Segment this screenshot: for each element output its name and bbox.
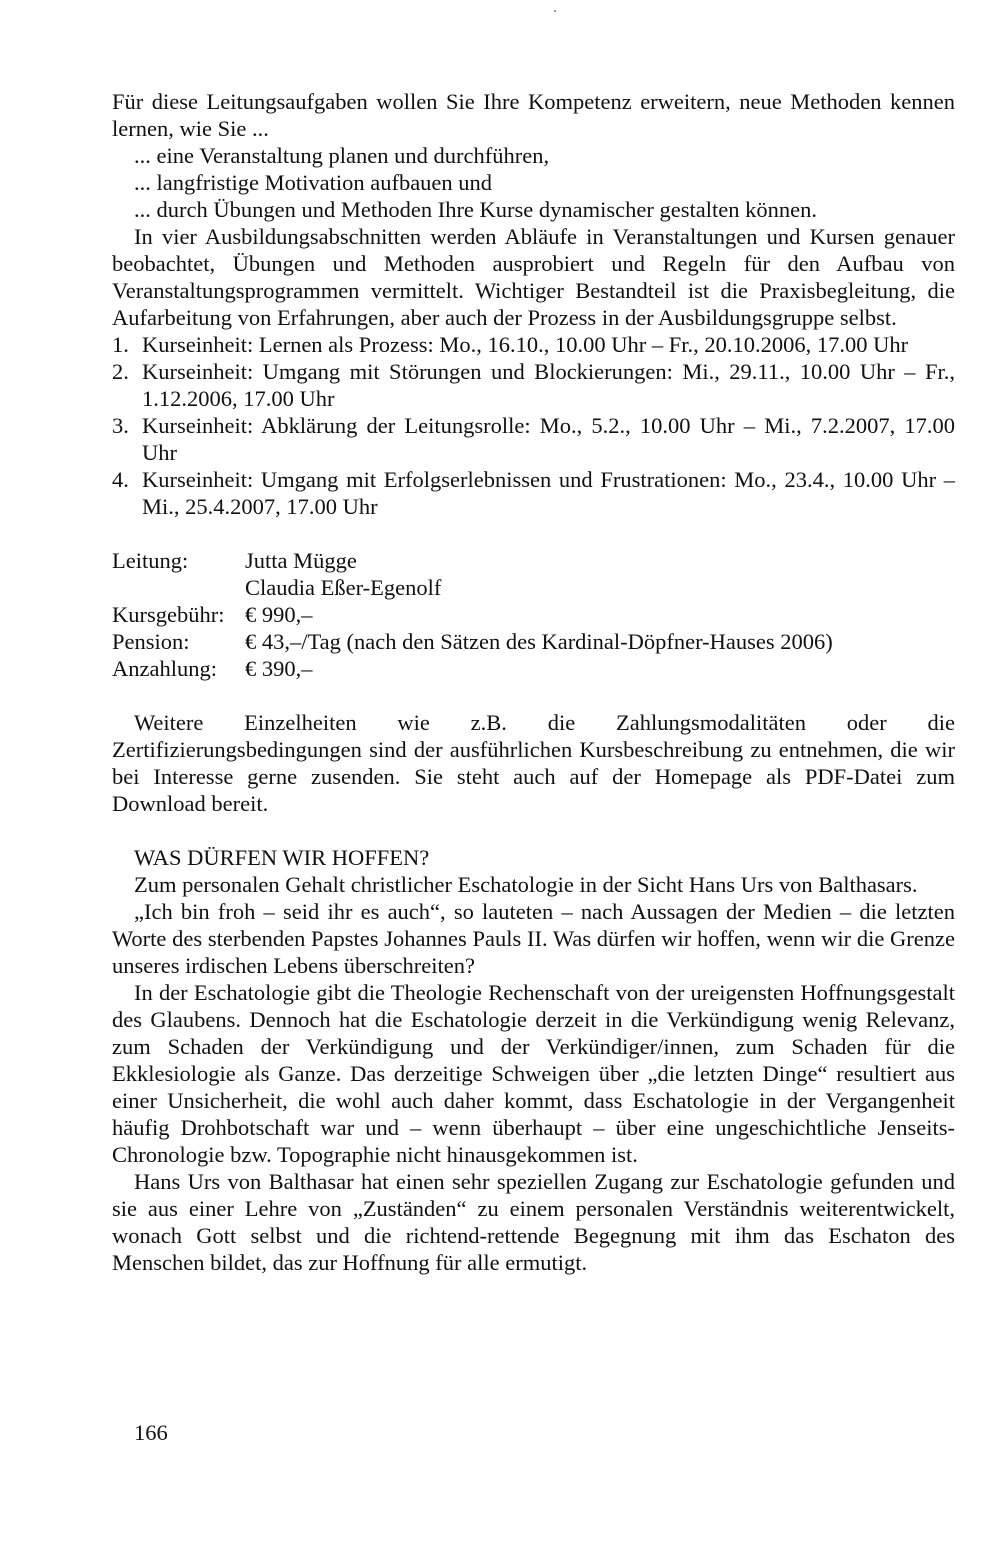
- details-paragraph: Weitere Einzelheiten wie z.B. die Zahlungsmodalitäten oder die Zertifizierungsbedingungen sind der ausführlichen Kursbeschreibung zu entnehmen, die wir bei Interesse gerne zusenden. Sie steht auch auf der Homepage als PDF-Datei zum Download bereit.: [112, 710, 955, 816]
- course-unit-number: 2.: [112, 359, 129, 384]
- course-unit-text: Kurseinheit: Umgang mit Erfolgserlebnissen und Frustrationen: Mo., 23.4., 10.00 Uhr – Mi., 25.4.2007, 17.00 Uhr: [142, 467, 955, 519]
- leitung-label-spacer: [112, 574, 245, 601]
- page-content: [112, 88, 955, 1276]
- goal-item: ... langfristige Motivation aufbauen und: [134, 170, 493, 195]
- gebuehr-value: € 990,–: [245, 602, 313, 627]
- course-info-table: [112, 547, 955, 682]
- section-paragraph: In der Eschatologie gibt die Theologie Rechenschaft von der ureigensten Hoffnungsgestalt des Glaubens. Dennoch hat die Eschatologie derzeit in die Verkündigung wenig Relevanz, zum Schaden der Verkündigung und der Verkündiger/innen, zum Schaden für die Ekklesiologie als Ganze. Das derzeitige Schweigen über „die letzten Dinge“ resultiert aus einer Unsicherheit, die wohl auch daher kommt, dass Eschatologie in der Vergangenheit häufig Drohbotschaft war und – wenn überhaupt – über eine ungeschichtliche Jenseits-Chronologie bzw. Topographie nicht hinausgekommen ist.: [112, 980, 955, 1167]
- anzahlung-label: Anzahlung:: [112, 656, 217, 681]
- course-unit-text: Kurseinheit: Lernen als Prozess: Mo., 16.10., 10.00 Uhr – Fr., 20.10.2006, 17.00 Uhr: [142, 332, 909, 357]
- course-unit: [112, 466, 955, 520]
- course-unit-text: Kurseinheit: Umgang mit Störungen und Blockierungen: Mi., 29.11., 10.00 Uhr – Fr., 1.12.2006, 17.00 Uhr: [142, 359, 955, 411]
- course-unit-list: [112, 331, 955, 520]
- page-number: 166: [134, 1420, 168, 1445]
- course-unit-text: Kurseinheit: Abklärung der Leitungsrolle: Mo., 5.2., 10.00 Uhr – Mi., 7.2.2007, 17.00 Uhr: [142, 413, 955, 465]
- course-unit: [112, 412, 955, 466]
- pension-value: € 43,–/Tag (nach den Sätzen des Kardinal-Döpfner-Hauses 2006): [245, 629, 833, 654]
- goal-list: [112, 142, 955, 223]
- leitung-name-2: Claudia Eßer-Egenolf: [245, 575, 442, 600]
- leitung-label: Leitung:: [112, 548, 189, 573]
- section-paragraph: „Ich bin froh – seid ihr es auch“, so lauteten – nach Aussagen der Medien – die letzten Worte des sterbenden Papstes Johannes Pauls II. Was dürfen wir hoffen, wenn wir die Grenze unseres irdischen Lebens überschreiten?: [112, 899, 955, 978]
- course-unit-number: 4.: [112, 467, 129, 492]
- anzahlung-value: € 390,–: [245, 656, 313, 681]
- intro-paragraph: Für diese Leitungsaufgaben wollen Sie Ihre Kompetenz erweitern, neue Methoden kennen lernen, wie Sie ...: [112, 89, 955, 141]
- goal-item: ... durch Übungen und Methoden Ihre Kurse dynamischer gestalten können.: [134, 197, 817, 222]
- section-subtitle: Zum personalen Gehalt christlicher Eschatologie in der Sicht Hans Urs von Balthasars.: [134, 872, 918, 897]
- section-heading: WAS DÜRFEN WIR HOFFEN?: [134, 845, 430, 870]
- program-paragraph: In vier Ausbildungsabschnitten werden Abläufe in Veranstaltungen und Kursen genauer beobachtet, Übungen und Methoden ausprobiert und Regeln für den Aufbau von Veranstaltungsprogrammen vermittelt. Wichtiger Bestandteil ist die Praxisbegleitung, die Aufarbeitung von Erfahrungen, aber auch der Prozess in der Ausbildungsgruppe selbst.: [112, 224, 955, 330]
- gebuehr-label: Kursgebühr:: [112, 602, 225, 627]
- course-unit-number: 3.: [112, 413, 129, 438]
- course-unit: [112, 358, 955, 412]
- goal-item: ... eine Veranstaltung planen und durchführen,: [134, 143, 550, 168]
- course-unit: [112, 331, 955, 358]
- section-paragraph: Hans Urs von Balthasar hat einen sehr speziellen Zugang zur Eschatologie gefunden und sie aus einer Lehre von „Zuständen“ zu einem personalen Verständnis weiterentwickelt, wonach Gott selbst und die richtend-rettende Begegnung mit ihm das Eschaton des Menschen bildet, das zur Hoffnung für alle ermutigt.: [112, 1169, 955, 1275]
- leitung-name-1: Jutta Mügge: [245, 548, 357, 573]
- pension-label: Pension:: [112, 629, 190, 654]
- scan-mark: [554, 10, 556, 12]
- course-unit-number: 1.: [112, 332, 129, 357]
